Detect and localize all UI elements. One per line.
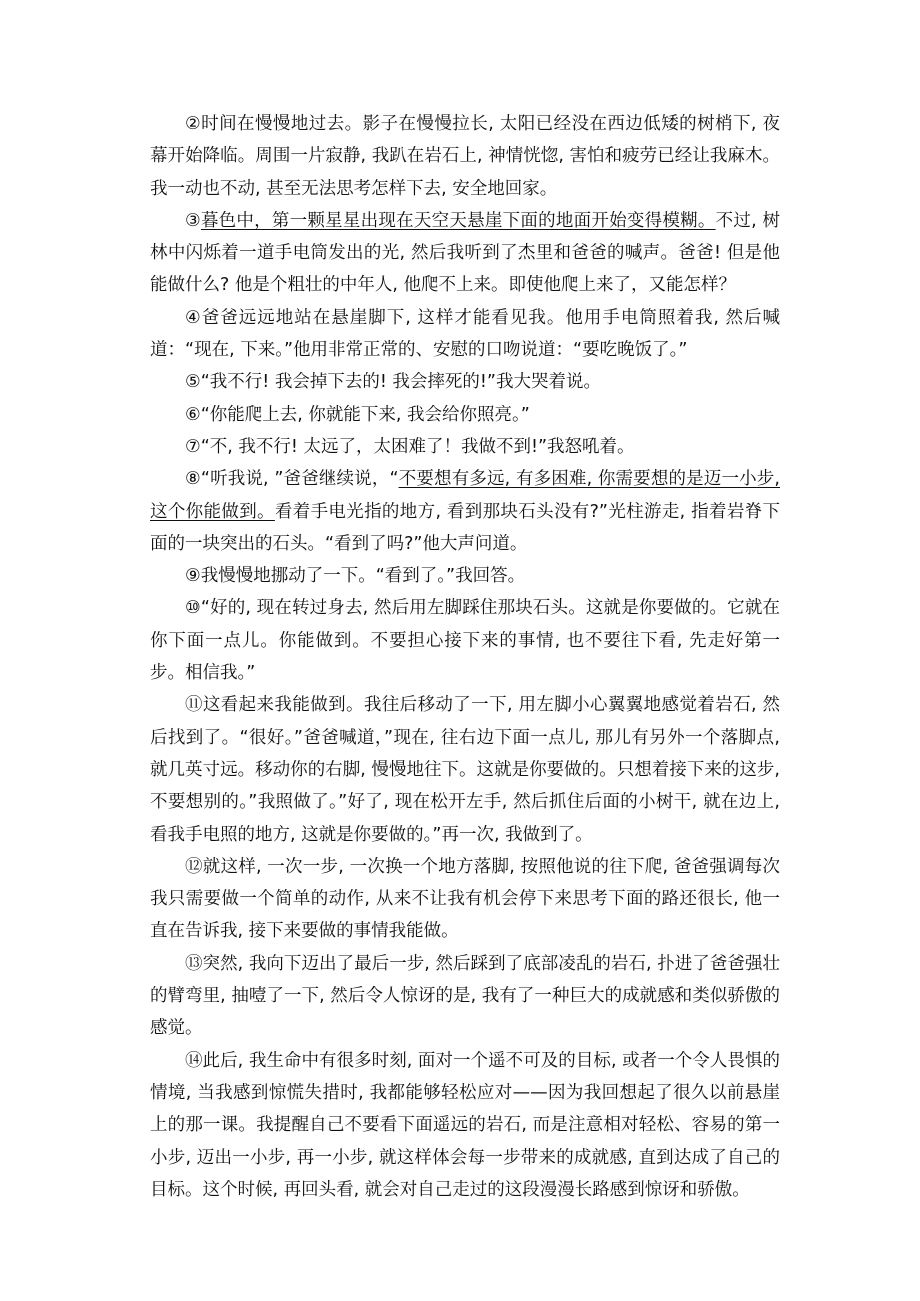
underlined-sentence: 不要想有多远, 有多困难, 你需要想的是迈一小步, 这个你能做到。 — [150, 469, 780, 522]
paragraph-2 — [150, 108, 780, 205]
text-run: ③ — [185, 210, 201, 231]
paragraph-9 — [150, 560, 780, 592]
paragraph-10 — [150, 592, 780, 689]
text-run: ⑪这看起来我能做到。我往后移动了一下, 用左脚小心翼翼地感觉着岩石, 然后找到了。“很好。”爸爸喊道，”现在, 往右边下面一点儿, 那儿有另外一个落脚点, 就几英寸远。移动你的右脚, 慢慢地往下。这就是你要做的。只想着接下来的这步, 不要想别的。”我照做了。”好了, 现在松开左手, 然后抓住后面的小树干, 就在边上, 看我手电照的地方, 这就是你要做的。”再一次, 我做到了。 — [150, 695, 780, 845]
paragraph-7 — [150, 431, 780, 463]
text-run: ④爸爸远远地站在悬崖脚下, 这样才能看见我。他用手电筒照着我, 然后喊道：“现在, 下来。”他用非常正常的、安慰的口吻说道：“要吃晚饭了。” — [150, 307, 780, 361]
paragraph-3 — [150, 205, 780, 302]
text-run: ⑤“我不行! 我会掉下去的! 我会摔死的!”我大哭着说。 — [185, 372, 601, 393]
text-run: ②时间在慢慢地过去。影子在慢慢拉长, 太阳已经没在西边低矮的树梢下, 夜幕开始降临。周围一片寂静, 我趴在岩石上, 神情恍惚, 害怕和疲劳已经让我麻木。我一动也不动, 甚至无法思考怎样下去, 安全地回家。 — [150, 114, 780, 199]
underlined-sentence: 暮色中，第一颗星星出现在天空天悬崖下面的地面开始变得模糊。 — [200, 210, 716, 231]
paragraph-4 — [150, 302, 780, 367]
text-run: ⑥“你能爬上去, 你就能下来, 我会给你照亮。” — [185, 404, 530, 425]
paragraph-5 — [150, 366, 780, 398]
text-run: ⑩“好的, 现在转过身去, 然后用左脚踩住那块石头。这就是你要做的。它就在你下面一点儿。你能做到。不要担心接下来的事情, 也不要往下看, 先走好第一步。相信我。” — [150, 598, 780, 684]
paragraph-11 — [150, 689, 780, 850]
paragraph-6 — [150, 399, 780, 431]
text-run: ⑫就这样, 一次一步, 一次换一个地方落脚, 按照他说的往下爬, 爸爸强调每次我只需要做一个简单的动作, 从来不让我有机会停下来思考下面的路还很长, 他一直在告诉我, 接下来要做的事情我能做。 — [150, 856, 780, 942]
text-run: ⑬突然, 我向下迈出了最后一步, 然后踩到了底部凌乱的岩石, 扑进了爸爸强壮的臂弯里, 抽噎了一下, 然后令人惊讶的是, 我有了一种巨大的成就感和类似骄傲的感觉。 — [150, 953, 780, 1039]
text-run: ⑦“不, 我不行! 太远了，太困难了！我做不到!”我怒吼着。 — [185, 436, 635, 457]
document-body — [150, 108, 780, 1206]
text-run: 不过, 树林中闪烁着一道手电筒发出的光, 然后我听到了杰里和爸爸的喊声。爸爸! 但是他能做什么? 他是个粗壮的中年人, 他爬不上来。即使他爬上来了，又能怎样？ — [150, 210, 780, 296]
paragraph-14 — [150, 1045, 780, 1206]
text-run: ⑭此后, 我生命中有很多时刻, 面对一个遥不可及的目标, 或者一个令人畏惧的情境, 当我感到惊慌失措时, 我都能够轻松应对——因为我回想起了很久以前悬崖上的那一课。我提醒自己不要看下面遥远的岩石, 而是注意相对轻松、容易的第一小步, 迈出一小步, 再一小步, 就这样体会每一步带来的成就感, 直到达成了自己的目标。这个时候, 再回头看, 就会对自己走过的这段漫漫长路感到惊讶和骄傲。 — [150, 1050, 780, 1200]
text-run: ⑧“听我说, ”爸爸继续说，“ — [185, 469, 399, 490]
text-run: ⑨我慢慢地挪动了一下。“看到了。”我回答。 — [185, 566, 526, 587]
paragraph-8 — [150, 463, 780, 560]
paragraph-12 — [150, 851, 780, 948]
text-run: 看着手电光指的地方, 看到那块石头没有?”光柱游走, 指着岩脊下面的一块突出的石头。“看到了吗?”他大声问道。 — [150, 501, 781, 554]
paragraph-13 — [150, 948, 780, 1045]
